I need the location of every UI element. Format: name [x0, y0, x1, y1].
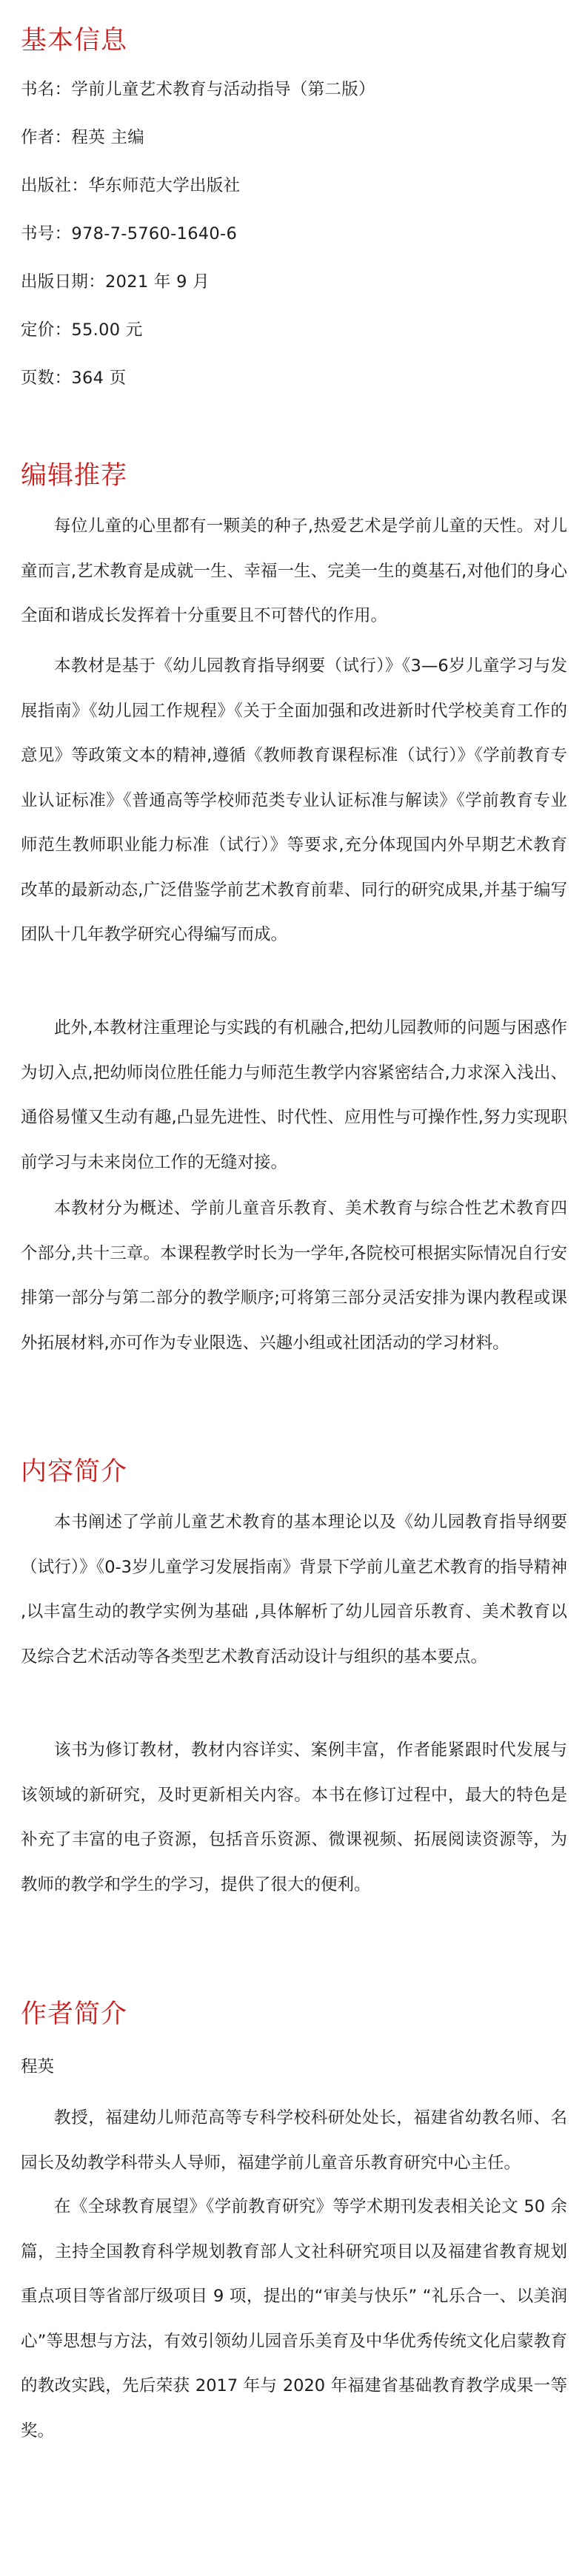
info-publisher: 出版社：华东师范大学出版社 — [21, 176, 241, 195]
info-pages: 页数：364 页 — [21, 369, 127, 388]
author-paragraph: 在《全球教育展望》《学前教育研究》等学术期刊发表相关论文 50 余篇，主持全国教育科学规划教育部人文社科研究项目以及福建省教育规划重点项目等省部厅级项目 9 项，提出的“审美与快乐” “礼乐合一、以美润心”等思想与方法，有效引领幼儿园音乐美育及中华优秀传统文化启蒙教育的教改实践，先后荣获 2017 年与 2020 年福建省基础教育教学成果一等奖。 — [21, 2197, 567, 2441]
author-paragraph: 教授，福建幼儿师范高等专科学校科研处处长，福建省幼教名师、名园长及幼教学科带头人导师，福建学前儿童音乐教育研究中心主任。 — [21, 2108, 567, 2173]
recommend-paragraph: 本教材是基于《幼儿园教育指导纲要（试行）》《3—6岁儿童学习与发展指南》《幼儿园工作规程》《关于全面加强和改进新时代学校美育工作的意见》等政策文本的精神,遵循《教师教育课程标准（试行）》《学前教育专业认证标准》《普通高等学校师范类专业认证标准与解读》《学前教育专业师范生教师职业能力标准（试行）》等要求,充分体现国内外早期艺术教育改革的最新动态,广泛借鉴学前艺术教育前辈、同行的研究成果,并基于编写团队十几年教学研究心得编写而成。 — [21, 656, 567, 944]
recommend-paragraph: 每位儿童的心里都有一颗美的种子,热爱艺术是学前儿童的天性。对儿童而言,艺术教育是成就一生、幸福一生、完美一生的奠基石,对他们的身心全面和谐成长发挥着十分重要且不可替代的作用。 — [21, 517, 567, 625]
content-paragraph: 该书为修订教材，教材内容详实、案例丰富，作者能紧跟时代发展与该领域的新研究，及时更新相关内容。本书在修订过程中，最大的特色是补充了丰富的电子资源，包括音乐资源、微课视频、拓展阅读资源等，为教师的教学和学生的学习，提供了很大的便利。 — [21, 1741, 567, 1894]
info-title: 书名：学前儿童艺术教育与活动指导（第二版） — [21, 80, 375, 99]
basic-info-heading: 基本信息 — [21, 26, 128, 56]
author-name: 程英 — [21, 2057, 55, 2076]
content-intro-heading: 内容简介 — [21, 1457, 128, 1487]
author-intro-heading: 作者简介 — [21, 2000, 128, 2029]
info-author: 作者：程英 主编 — [21, 128, 145, 147]
recommend-paragraph: 此外,本教材注重理论与实践的有机融合,把幼儿园教师的问题与困惑作为切入点,把幼师岗位胜任能力与师范生教学内容紧密结合,力求深入浅出、通俗易懂又生动有趣,凸显先进性、时代性、应用性与可操作性,努力实现职前学习与未来岗位工作的无缝对接。 — [21, 1018, 567, 1172]
editor-recommend-heading: 编辑推荐 — [21, 461, 128, 491]
info-pub-date: 出版日期：2021 年 9 月 — [21, 272, 210, 292]
info-price: 定价：55.00 元 — [21, 320, 143, 340]
info-isbn: 书号：978-7-5760-1640-6 — [21, 224, 238, 243]
recommend-paragraph: 本教材分为概述、学前儿童音乐教育、美术教育与综合性艺术教育四个部分,共十三章。本课程教学时长为一学年,各院校可根据实际情况自行安排第一部分与第二部分的教学顺序;可将第三部分灵活安排为课内教程或课外拓展材料,亦可作为专业限选、兴趣小组或社团活动的学习材料。 — [21, 1199, 567, 1353]
content-paragraph: 本书阐述了学前儿童艺术教育的基本理论以及《幼儿园教育指导纲要（试行）》《0-3岁儿童学习发展指南》背景下学前儿童艺术教育的指导精神 ,以丰富生动的教学实例为基础 ,具体解析了幼儿园音乐教育、美术教育以及综合艺术活动等各类型艺术教育活动设计与组织的基本要点。 — [21, 1513, 567, 1667]
